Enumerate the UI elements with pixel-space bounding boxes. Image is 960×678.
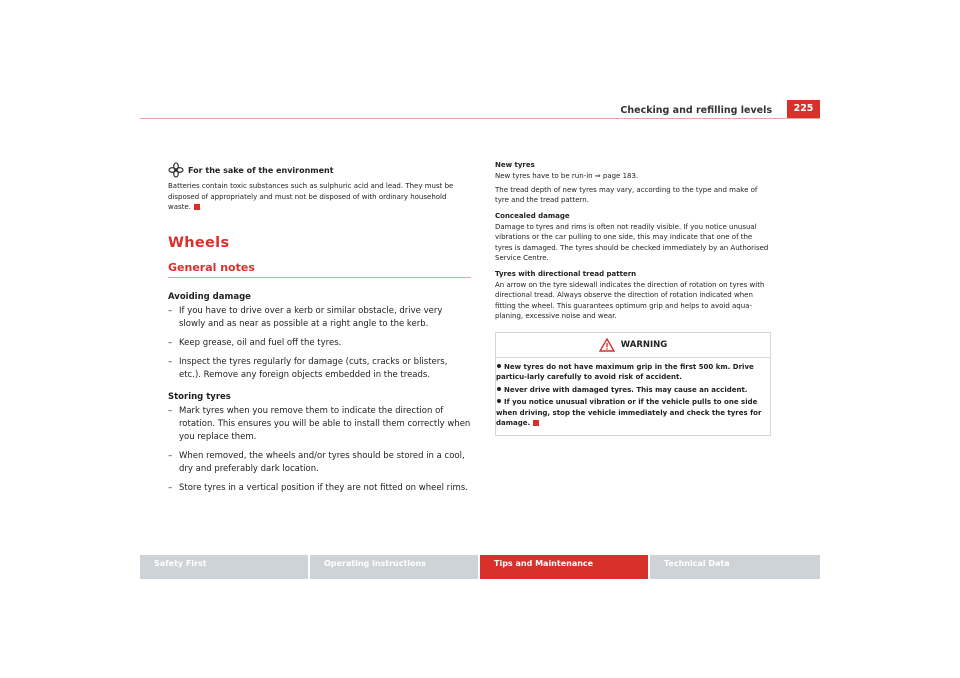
section-title: Wheels bbox=[168, 234, 230, 251]
warning-item-text: If you notice unusual vibration or if the vehicle pulls to one side when driving, stop the vehicle immediately and check the tyres for damage. bbox=[496, 398, 762, 427]
bullet-icon bbox=[497, 387, 501, 391]
concealed-damage-text: Damage to tyres and rims is often not readily visible. If you notice unusual vibrations or the car pulling to one side, this may indicate that one of the tyres is damaged. The tyres should be checked immediately by an Authorised Service Centre. bbox=[495, 222, 769, 262]
environment-note-heading bbox=[168, 162, 471, 178]
directional-tread-heading: Tyres with directional tread pattern bbox=[495, 269, 637, 278]
warning-box bbox=[495, 332, 771, 436]
red-square-icon bbox=[194, 204, 200, 210]
list-item: – Store tyres in a vertical position if they are not fitted on wheel rims. bbox=[168, 482, 468, 493]
tab-tips-and-maintenance[interactable] bbox=[480, 555, 648, 579]
page-header bbox=[140, 100, 820, 120]
warning-heading bbox=[496, 333, 770, 358]
new-tyres-text-1: New tyres have to be run-in ⇒ page 183. bbox=[495, 172, 639, 180]
tab-label: Tips and Maintenance bbox=[494, 559, 594, 568]
red-square-icon bbox=[533, 420, 539, 426]
environment-note-body: Batteries contain toxic substances such as sulphuric acid and lead. They must be disposed of appropriately and must not be disposed of with ordinary household waste. bbox=[168, 182, 454, 211]
list-item-text: When removed, the wheels and/or tyres should be stored in a cool, dry and preferably dark location. bbox=[179, 450, 465, 474]
warning-item bbox=[496, 397, 768, 429]
list-item: – When removed, the wheels and/or tyres should be stored in a cool, dry and preferably dark location. bbox=[168, 450, 465, 474]
list-item-text: Store tyres in a vertical position if they are not fitted on wheel rims. bbox=[179, 482, 468, 493]
subsection-title: General notes bbox=[168, 261, 471, 278]
warning-item bbox=[496, 385, 768, 396]
header-divider bbox=[140, 118, 820, 119]
footer-nav bbox=[140, 555, 820, 579]
tab-label: Operating instructions bbox=[324, 559, 426, 568]
warning-item-text: Never drive with damaged tyres. This may cause an accident. bbox=[504, 385, 748, 394]
tab-operating-instructions[interactable] bbox=[310, 555, 478, 579]
tab-safety-first[interactable] bbox=[140, 555, 308, 579]
warning-triangle-icon bbox=[599, 338, 615, 352]
directional-tread-text: An arrow on the tyre sidewall indicates the direction of rotation on tyres with directional tread. Always observe the direction of rotation indicated when fitting the wheel. This guarantees optimum grip and helps to avoid aqua-planing, excessive noise and wear. bbox=[495, 280, 765, 320]
right-column bbox=[495, 155, 769, 436]
storing-tyres-heading: Storing tyres bbox=[168, 391, 231, 402]
warning-title: WARNING bbox=[620, 339, 668, 350]
tab-technical-data[interactable] bbox=[650, 555, 820, 579]
list-item: – Mark tyres when you remove them to indicate the direction of rotation. This ensures you will be able to install them correctly when you replace them. bbox=[168, 405, 471, 442]
list-item-text: Inspect the tyres regularly for damage (cuts, cracks or blisters, etc.). Remove any foreign objects embedded in the treads. bbox=[179, 356, 448, 380]
page-number: 225 bbox=[787, 100, 820, 118]
new-tyres-text-2: The tread depth of new tyres may vary, according to the type and make of tyre and the tread pattern. bbox=[495, 185, 758, 204]
warning-item bbox=[496, 362, 768, 383]
environment-note-title: For the sake of the environment bbox=[188, 165, 334, 175]
list-item: – Keep grease, oil and fuel off the tyres. bbox=[168, 337, 342, 348]
left-column bbox=[168, 162, 471, 501]
warning-item-text: New tyres do not have maximum grip in the first 500 km. Drive particu-larly carefully to avoid risk of accident. bbox=[496, 362, 754, 381]
list-item: – If you have to drive over a kerb or similar obstacle, drive very slowly and as near as possible at a right angle to the kerb. bbox=[168, 305, 443, 329]
chapter-title: Checking and refilling levels bbox=[620, 105, 772, 116]
new-tyres-heading: New tyres bbox=[495, 161, 535, 169]
bullet-icon bbox=[497, 399, 501, 403]
list-item-text: Mark tyres when you remove them to indicate the direction of rotation. This ensures you will be able to install them correctly when you replace them. bbox=[179, 405, 471, 442]
list-item-text: If you have to drive over a kerb or similar obstacle, drive very slowly and as near as possible at a right angle to the kerb. bbox=[179, 305, 443, 329]
tab-label: Safety First bbox=[154, 559, 207, 568]
avoiding-damage-heading: Avoiding damage bbox=[168, 291, 251, 302]
flower-icon bbox=[168, 162, 184, 178]
tab-label: Technical Data bbox=[664, 559, 730, 568]
list-item-text: Keep grease, oil and fuel off the tyres. bbox=[179, 337, 342, 348]
list-item: – Inspect the tyres regularly for damage (cuts, cracks or blisters, etc.). Remove any foreign objects embedded in the treads. bbox=[168, 356, 448, 380]
concealed-damage-heading: Concealed damage bbox=[495, 211, 570, 220]
warning-body bbox=[496, 358, 770, 435]
bullet-icon bbox=[497, 364, 501, 368]
environment-note-text bbox=[168, 181, 471, 213]
